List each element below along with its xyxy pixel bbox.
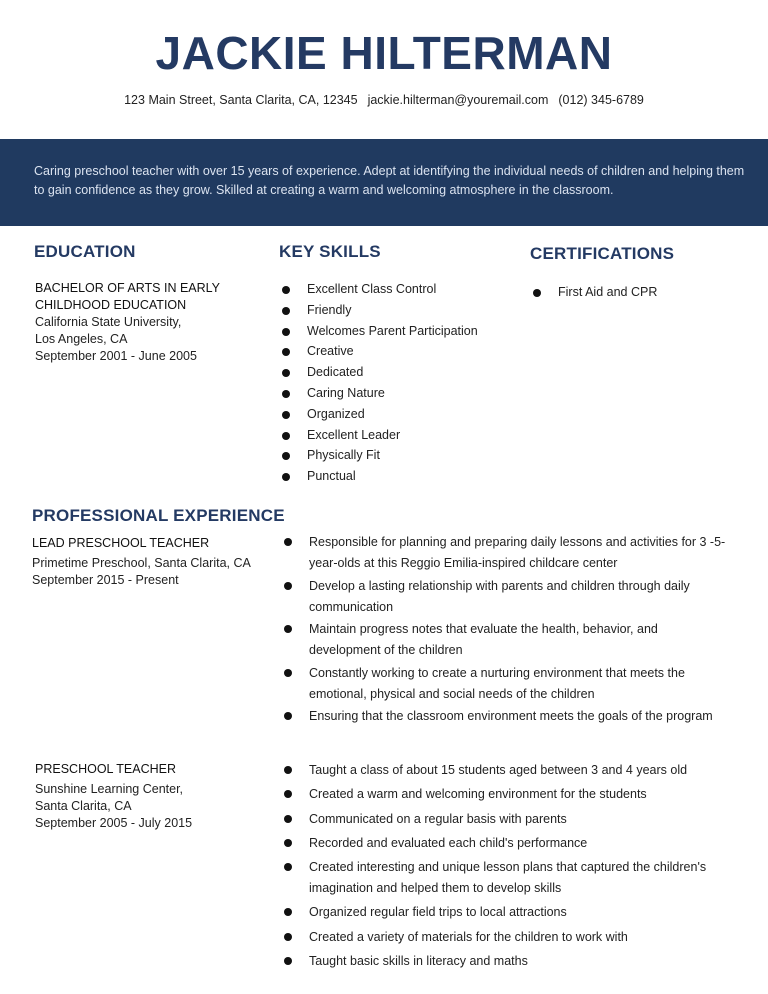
job-responsibilities <box>281 760 726 975</box>
education-dates: September 2001 - June 2005 <box>35 349 197 363</box>
contact-address: 123 Main Street, Santa Clarita, CA, 12345 <box>124 93 358 107</box>
summary-text: Caring preschool teacher with over 15 years of experience. Adept at identifying the individual needs of children and helping them to gain confidence as they grow. Skilled at creating a warm and welcoming atmosphere in the classroom. <box>34 164 745 197</box>
job-bullet: Recorded and evaluated each child's performance <box>281 833 726 854</box>
job-bullet: Taught basic skills in literacy and maths <box>281 951 726 972</box>
skills-list <box>279 282 509 490</box>
skill-item: Dedicated <box>279 365 509 386</box>
education-school: California State University, <box>35 315 182 329</box>
job-details <box>35 781 275 832</box>
education-degree: BACHELOR OF ARTS IN EARLY CHILDHOOD EDUCATION <box>35 281 220 312</box>
job-bullet: Responsible for planning and preparing daily lessons and activities for 3 -5-year-olds at this Reggio Emilia-inspired childcare center <box>281 532 726 574</box>
skill-item: Punctual <box>279 469 509 490</box>
skill-item: Excellent Class Control <box>279 282 509 303</box>
job-bullet: Communicated on a regular basis with parents <box>281 809 726 830</box>
job-title: LEAD PRESCHOOL TEACHER <box>32 536 210 550</box>
job-bullet: Organized regular field trips to local attractions <box>281 902 726 923</box>
education-heading: EDUCATION <box>34 242 136 261</box>
job-bullet: Ensuring that the classroom environment meets the goals of the program <box>281 706 726 727</box>
job-location: Santa Clarita, CA <box>35 799 132 813</box>
job-bullet: Created a variety of materials for the children to work with <box>281 927 726 948</box>
skill-item: Excellent Leader <box>279 428 509 449</box>
certifications-list <box>530 285 740 306</box>
skill-item: Organized <box>279 407 509 428</box>
skill-item: Welcomes Parent Participation <box>279 324 509 345</box>
job-bullet: Taught a class of about 15 students aged between 3 and 4 years old <box>281 760 726 781</box>
job-bullet: Maintain progress notes that evaluate the health, behavior, and development of the children <box>281 619 726 661</box>
education-location: Los Angeles, CA <box>35 332 128 346</box>
job-dates: September 2015 - Present <box>32 573 179 587</box>
skill-item: Caring Nature <box>279 386 509 407</box>
education-details <box>35 314 255 365</box>
job-details <box>32 555 272 589</box>
skill-item: Creative <box>279 344 509 365</box>
job-dates: September 2005 - July 2015 <box>35 816 193 830</box>
contact-line <box>0 93 768 107</box>
skill-item: Physically Fit <box>279 448 509 469</box>
skill-item: Friendly <box>279 303 509 324</box>
skills-heading: KEY SKILLS <box>279 242 381 261</box>
job-bullet: Created interesting and unique lesson plans that captured the children's imagination and helped them to develop skills <box>281 857 726 899</box>
job-title: PRESCHOOL TEACHER <box>35 762 177 776</box>
contact-phone: (012) 345-6789 <box>558 93 644 107</box>
contact-email: jackie.hilterman@youremail.com <box>367 93 549 107</box>
job-bullet: Constantly working to create a nurturing environment that meets the emotional, physical and social needs of the children <box>281 663 726 705</box>
job-bullet: Develop a lasting relationship with parents and children through daily communication <box>281 576 726 618</box>
job-bullet: Created a warm and welcoming environment for the students <box>281 784 726 805</box>
certifications-heading: CERTIFICATIONS <box>530 244 675 263</box>
job-employer: Primetime Preschool, Santa Clarita, CA <box>32 556 251 570</box>
candidate-name: JACKIE HILTERMAN <box>155 27 613 79</box>
job-responsibilities <box>281 532 726 729</box>
experience-heading: PROFESSIONAL EXPERIENCE <box>32 506 285 525</box>
certification-item: First Aid and CPR <box>530 285 740 306</box>
job-employer: Sunshine Learning Center, <box>35 782 184 796</box>
summary-banner <box>0 139 768 226</box>
